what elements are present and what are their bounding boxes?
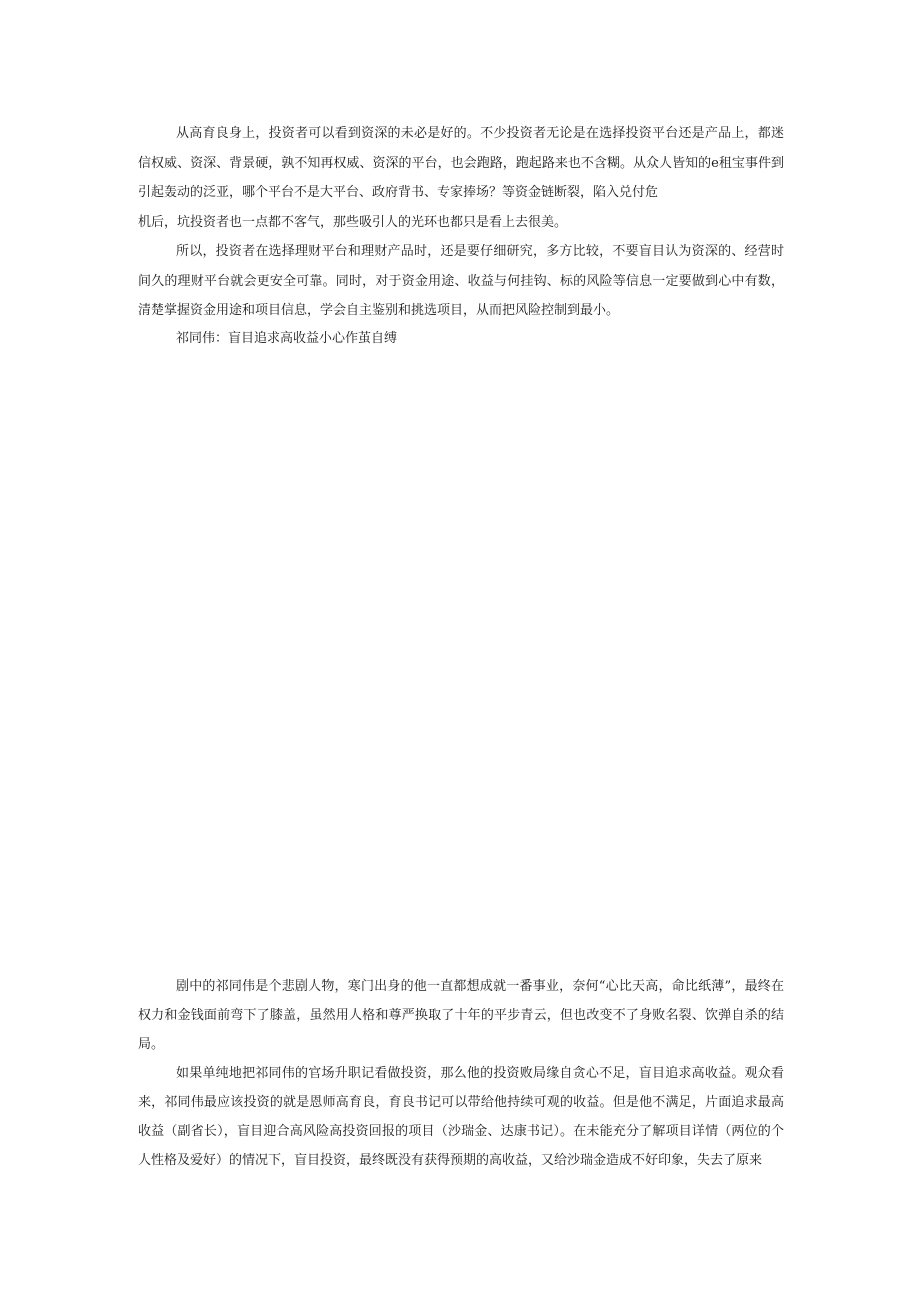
section-heading-qi-tongwei: 祁同伟：盲目追求高收益小心作茧自缚 [176,331,398,346]
paragraph-continuation: 机后，坑投资者也一点都不客气，那些吸引人的光环也都只是看上去很美。 [138,214,568,230]
section-investment-advice [138,119,784,326]
paragraph-conclusion: 所以，投资者在选择理财平台和理财产品时，还是要仔细研究，多方比较，不要盲目认为资深的、经营时间久的理财平台就会更安全可靠。同时，对于资金用途、收益与何挂钩、标的风险等信息一定要做到心中有数，清楚掌握资金用途和项目信息，学会自主鉴别和挑选项目，从而把风险控制到最小。 [138,244,784,318]
paragraph-qi-tongwei-analysis: 如果单纯地把祁同伟的官场升职记看做投资，那么他的投资败局缘自贪心不足，盲目追求高收益。观众看来，祁同伟最应该投资的就是恩师高育良，育良书记可以带给他持续可观的收益。但是他不满足，片面追求最高收益（副省长），盲目迎合高风险高投资回报的项目（沙瑞金、达康书记）。在未能充分了解项目详情（两位的个人性格及爱好）的情况下，盲目投资，最终既没有获得预期的高收益，又给沙瑞金造成不好印象，失去了原来 [138,1066,784,1168]
paragraph-gao-yuliang: 从高育良身上，投资者可以看到资深的未必是好的。不少投资者无论是在选择投资平台还是产品上，都迷信权威、资深、背景硬，孰不知再权威、资深的平台，也会跑路，跑起路来也不含糊。从众人皆知的e租宝事件到引起轰动的泛亚，哪个平台不是大平台、政府背书、专家捧场？等资金链断裂，陷入兑付危 [138,126,784,200]
paragraph-qi-tongwei-intro: 剧中的祁同伟是个悲剧人物，寒门出身的他一直都想成就一番事业，奈何“心比天高，命比纸薄”，最终在权力和金钱面前弯下了膝盖，虽然用人格和尊严换取了十年的平步青云，但也改变不了身败名裂、饮弹自杀的结局。 [138,979,784,1052]
section-qi-tongwei [138,972,784,1175]
